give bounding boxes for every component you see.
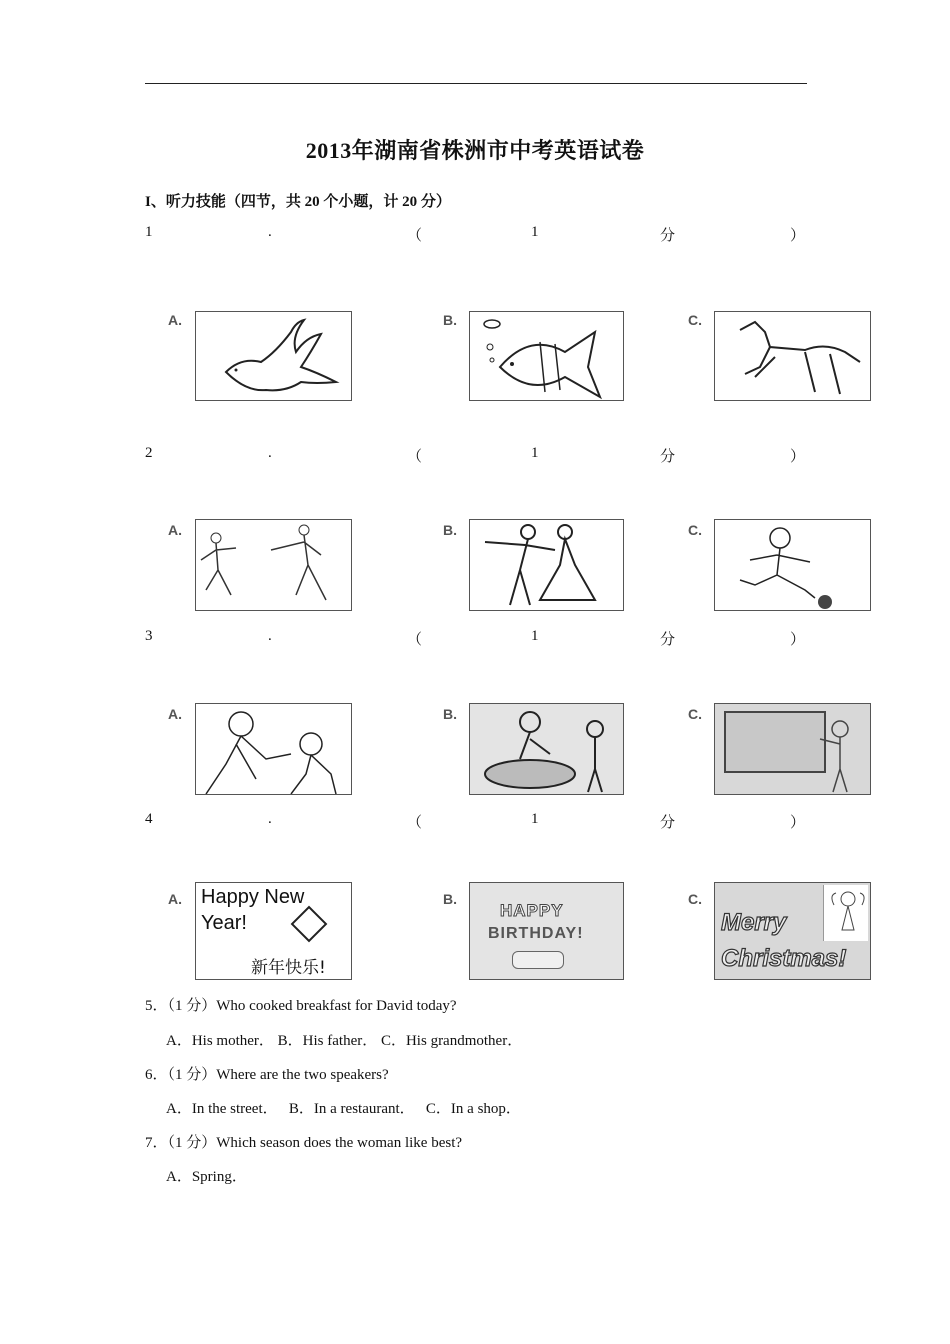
running-icon[interactable] [195, 519, 352, 611]
card-text: Christmas! [721, 945, 847, 972]
question-number: 2 [145, 445, 153, 461]
cooking-icon[interactable] [469, 703, 624, 795]
card-text: HAPPY [500, 901, 564, 920]
option-label: A. [168, 891, 182, 907]
card-text: 新年快乐! [251, 958, 326, 978]
paren-open: （ [407, 632, 423, 648]
card-text: BIRTHDAY! [488, 925, 584, 942]
question-options: A．In the street． B．In a restaurant． C．In a shop． [166, 1101, 521, 1117]
question-dot: . [268, 628, 272, 644]
card-text: Year! [201, 912, 247, 934]
score-unit: 分 [660, 449, 676, 465]
angel-icon [823, 885, 868, 941]
option-label: B. [443, 891, 457, 907]
fu-diamond-icon [291, 906, 328, 943]
option-label: C. [688, 706, 702, 722]
option-label: C. [688, 312, 702, 328]
question-number: 1 [145, 224, 153, 240]
christmas-card-icon[interactable] [714, 882, 871, 980]
paren-open: （ [407, 228, 423, 244]
option-label: C. [688, 891, 702, 907]
horse-icon[interactable] [714, 311, 871, 401]
card-text: Happy New [201, 886, 305, 908]
question-dot: . [268, 811, 272, 827]
option-label: C. [688, 522, 702, 538]
new-year-card-icon[interactable] [195, 882, 352, 980]
header-rule [145, 83, 807, 84]
score-unit: 分 [660, 815, 676, 831]
question-dot: . [268, 224, 272, 240]
section-heading: I、听力技能（四节，共 20 个小题，计 20 分） [145, 194, 451, 210]
page-title: 2013年湖南省株洲市中考英语试卷 [305, 138, 645, 163]
dancing-icon[interactable] [469, 519, 624, 611]
paren-close: ） [790, 228, 806, 244]
question-stem: 7．（1 分）Which season does the woman like best? [145, 1135, 463, 1151]
score-unit: 分 [660, 228, 676, 244]
question-score: 1 [531, 224, 539, 240]
question-options: A．His mother． B．His father． C．His grandmother． [166, 1033, 523, 1049]
paren-open: （ [407, 815, 423, 831]
question-number: 4 [145, 811, 153, 827]
paren-open: （ [407, 449, 423, 465]
option-label: B. [443, 312, 457, 328]
bird-icon[interactable] [195, 311, 352, 401]
doctor-icon[interactable] [195, 703, 352, 795]
question-score: 1 [531, 811, 539, 827]
question-row [0, 811, 950, 831]
teacher-icon[interactable] [714, 703, 871, 795]
paren-close: ） [790, 632, 806, 648]
option-label: A. [168, 706, 182, 722]
birthday-card-icon[interactable] [469, 882, 624, 980]
question-dot: . [268, 445, 272, 461]
option-label: B. [443, 522, 457, 538]
paren-close: ） [790, 449, 806, 465]
option-label: A. [168, 312, 182, 328]
question-row [0, 628, 950, 648]
question-number: 3 [145, 628, 153, 644]
option-label: B. [443, 706, 457, 722]
question-stem: 6．（1 分）Where are the two speakers? [145, 1067, 389, 1083]
paren-close: ） [790, 815, 806, 831]
soccer-icon[interactable] [714, 519, 871, 611]
question-stem: 5．（1 分）Who cooked breakfast for David today? [145, 998, 457, 1014]
question-options: A．Spring． [166, 1169, 247, 1185]
question-score: 1 [531, 445, 539, 461]
question-row [0, 445, 950, 465]
fish-icon[interactable] [469, 311, 624, 401]
cake-icon [512, 951, 564, 969]
option-label: A. [168, 522, 182, 538]
question-score: 1 [531, 628, 539, 644]
score-unit: 分 [660, 632, 676, 648]
question-row [0, 224, 950, 244]
card-text: Merry [721, 909, 787, 936]
